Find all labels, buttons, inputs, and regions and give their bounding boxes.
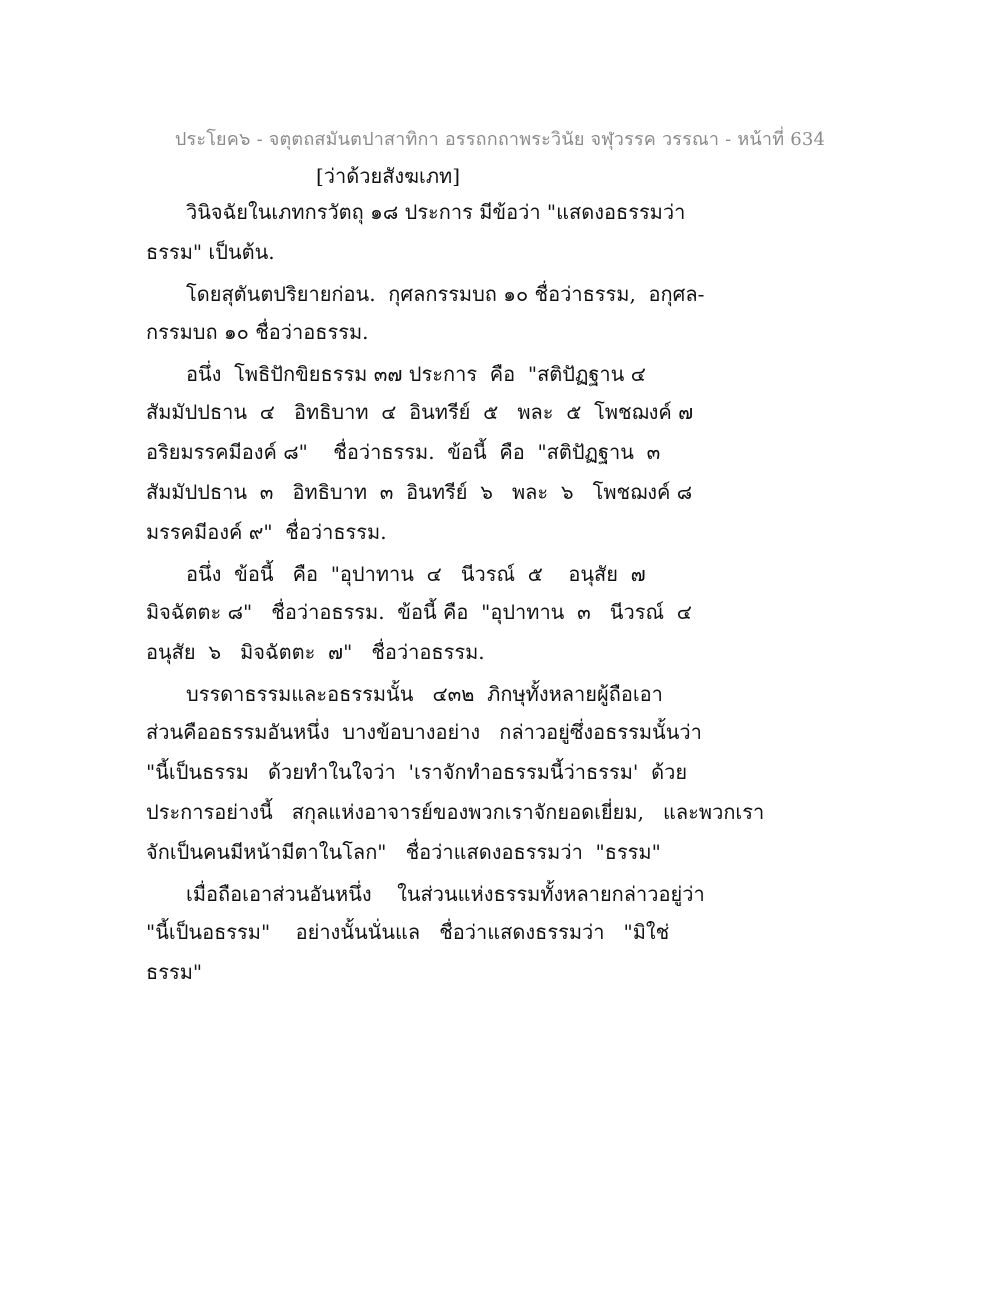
body-line: กรรมบถ ๑๐ ชื่อว่าอธรรม. xyxy=(146,320,369,344)
body-line: ธรรม" เป็นต้น. xyxy=(146,240,275,264)
body-line: "นี้เป็นธรรม ด้วยทำในใจว่า 'เราจักทำอธรรมนี้ว่าธรรม' ด้วย xyxy=(146,760,688,784)
running-header: ประโยค๖ - จตุตถสมันตปาสาทิกา อรรถกถาพระวินัย จฬุวรรค วรรณา - หน้าที่ 634 xyxy=(174,129,826,150)
body-line: อนึ่ง ข้อนี้ คือ "อุปาทาน ๔ นีวรณ์ ๕ อนุสัย ๗ xyxy=(186,562,646,586)
body-line: มิจฉัตตะ ๘" ชื่อว่าอธรรม. ข้อนี้ คือ "อุปาทาน ๓ นีวรณ์ ๔ xyxy=(146,600,692,624)
body-line: บรรดาธรรมและอธรรมนั้น ๔๓๒ ภิกษุทั้งหลายผู้ถือเอา xyxy=(186,682,663,706)
body-line: สัมมัปปธาน ๓ อิทธิบาท ๓ อินทรีย์ ๖ พละ ๖ โพชฌงค์ ๘ xyxy=(146,480,693,504)
body-line: "นี้เป็นอธรรม" อย่างนั้นนั่นแล ชื่อว่าแสดงธรรมว่า "มิใช่ xyxy=(146,920,670,944)
body-line: ธรรม" xyxy=(146,960,203,984)
body-line: สัมมัปปธาน ๔ อิทธิบาท ๔ อินทรีย์ ๕ พละ ๕ โพชฌงค์ ๗ xyxy=(146,400,694,424)
body-line: ส่วนคืออธรรมอันหนึ่ง บางข้อบางอย่าง กล่าวอยู่ซึ่งอธรรมนั้นว่า xyxy=(146,720,702,744)
body-line: อนึ่ง โพธิปักขิยธรรม ๓๗ ประการ คือ "สติปัฏฐาน ๔ xyxy=(186,362,646,386)
body-line: อริยมรรคมีองค์ ๘" ชื่อว่าธรรม. ข้อนี้ คือ "สติปัฏฐาน ๓ xyxy=(146,440,661,464)
body-line: มรรคมีองค์ ๙" ชื่อว่าธรรม. xyxy=(146,520,387,544)
body-line: จักเป็นคนมีหน้ามีตาในโลก" ชื่อว่าแสดงอธรรมว่า "ธรรม" xyxy=(146,840,661,864)
section-title: [ว่าด้วยสังฆเภท] xyxy=(316,164,461,188)
body-line: วินิจฉัยในเภทกรวัตถุ ๑๘ ประการ มีข้อว่า "แสดงอธรรมว่า xyxy=(186,200,686,224)
body-line: อนุสัย ๖ มิจฉัตตะ ๗" ชื่อว่าอธรรม. xyxy=(146,640,485,664)
body-line: โดยสุตันตปริยายก่อน. กุศลกรรมบถ ๑๐ ชื่อว่าธรรม, อกุศล- xyxy=(186,282,705,306)
body-line: เมื่อถือเอาส่วนอันหนึ่ง ในส่วนแห่งธรรมทั้งหลายกล่าวอยู่ว่า xyxy=(186,882,705,906)
body-line: ประการอย่างนี้ สกุลแห่งอาจารย์ของพวกเราจักยอดเยี่ยม, และพวกเรา xyxy=(146,800,765,824)
